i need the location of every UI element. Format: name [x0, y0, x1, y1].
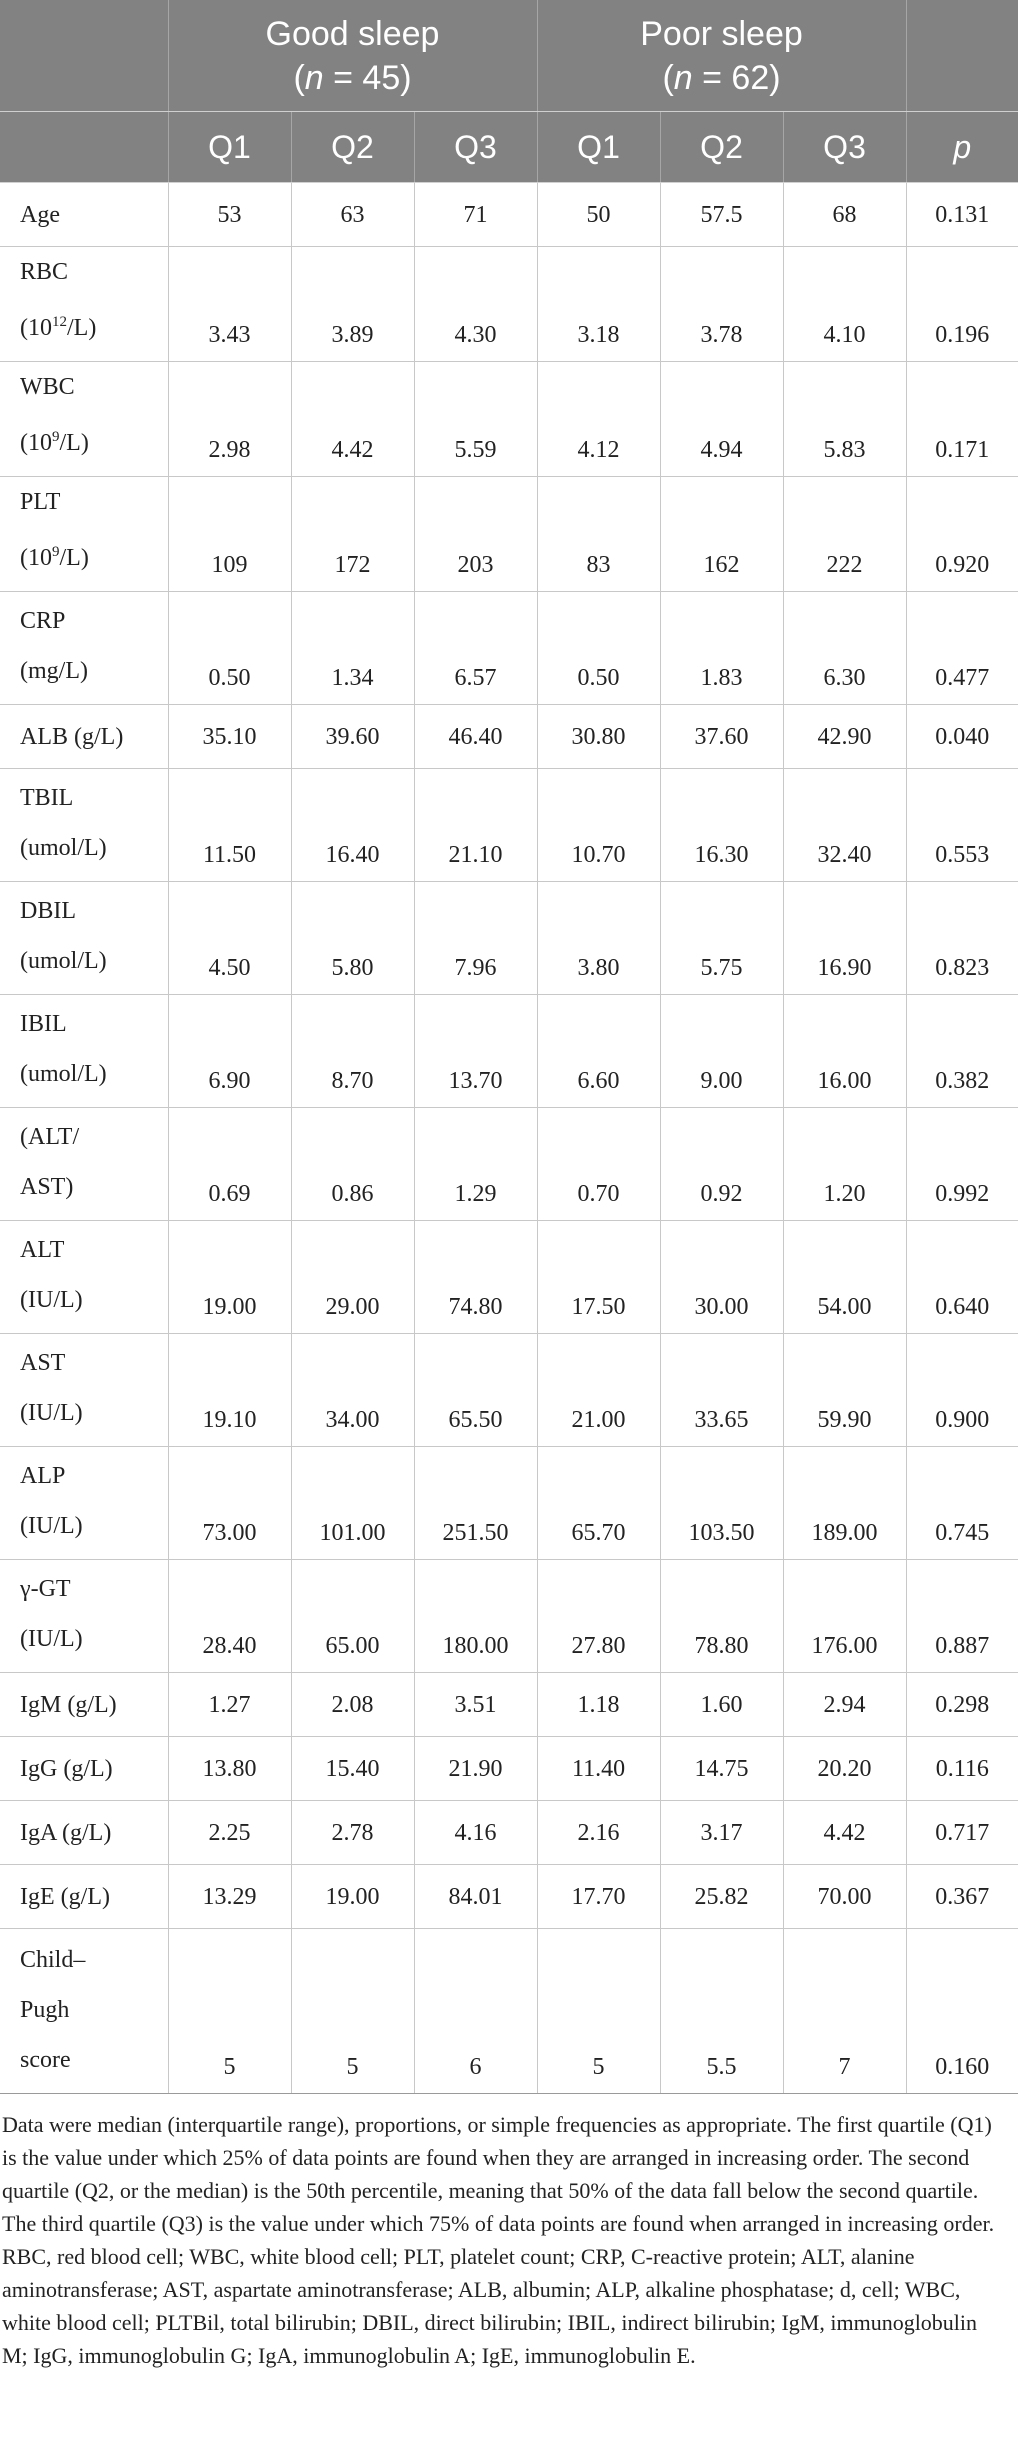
cell-poor-q2: 4.94: [660, 362, 783, 477]
table-row: [0, 1737, 1018, 1801]
header-group-row: [0, 0, 1018, 112]
cell-poor-q1: 11.40: [537, 1737, 660, 1801]
good-sleep-n-var: n: [304, 58, 324, 97]
cell-poor-q2: 57.5: [660, 183, 783, 247]
cell-good-q1: 73.00: [168, 1447, 291, 1560]
cell-good-q3: 6: [414, 1929, 537, 2094]
cell-good-q1: 3.43: [168, 247, 291, 362]
cell-poor-q3: 6.30: [783, 592, 906, 705]
row-label: [0, 592, 168, 705]
unit-base: (10: [20, 430, 52, 456]
cell-good-q2: 39.60: [291, 705, 414, 769]
cell-good-q2: 19.00: [291, 1865, 414, 1929]
cell-p-value: 0.992: [906, 1108, 1018, 1221]
cell-poor-q3: 16.90: [783, 882, 906, 995]
cell-poor-q3: 1.20: [783, 1108, 906, 1221]
cell-poor-q1: 4.12: [537, 362, 660, 477]
cell-poor-q2: 103.50: [660, 1447, 783, 1560]
cell-good-q2: 1.34: [291, 592, 414, 705]
row-label-line: γ-GT: [20, 1576, 71, 1602]
col-header-poor-q1: Q1: [537, 112, 660, 183]
cell-good-q2: 16.40: [291, 769, 414, 882]
cell-poor-q3: 5.83: [783, 362, 906, 477]
cell-p-value: 0.367: [906, 1865, 1018, 1929]
table-row: [0, 995, 1018, 1108]
row-label-unit: [20, 297, 168, 353]
cell-good-q3: 84.01: [414, 1865, 537, 1929]
cell-good-q1: 2.98: [168, 362, 291, 477]
table-body: [0, 183, 1018, 2094]
row-label: [0, 705, 168, 769]
row-label: [0, 1334, 168, 1447]
cell-good-q2: 63: [291, 183, 414, 247]
table-row: [0, 592, 1018, 705]
row-label-line: (umol/L): [20, 948, 107, 974]
cell-poor-q1: 17.70: [537, 1865, 660, 1929]
cell-good-q1: 19.10: [168, 1334, 291, 1447]
table-row: [0, 247, 1018, 362]
unit-exponent: 9: [52, 429, 60, 445]
cell-good-q3: 5.59: [414, 362, 537, 477]
cell-good-q3: 203: [414, 477, 537, 592]
row-label-line: Age: [20, 201, 60, 228]
cell-poor-q2: 25.82: [660, 1865, 783, 1929]
cell-poor-q2: 1.83: [660, 592, 783, 705]
row-label: [0, 882, 168, 995]
cell-poor-q3: 189.00: [783, 1447, 906, 1560]
cell-poor-q2: 37.60: [660, 705, 783, 769]
cell-good-q3: 46.40: [414, 705, 537, 769]
table-footnote: Data were median (interquartile range), proportions, or simple frequencies as appropriate. The first quartile (Q1) is the value under which 25% of data points are found when they are arranged in increasing order. The second quartile (Q2, or the median) is the 50th percentile, meaning that 50% of the data fall below the second quartile. The third quartile (Q3) is the value under which 75% of data points are found when arranged in increasing order. RBC, red blood cell; WBC, white blood cell; PLT, platelet count; CRP, C-reactive protein; ALT, alanine aminotransferase; AST, aspartate aminotransferase; ALB, albumin; ALP, alkaline phosphatase; d, cell; WBC, white blood cell; PLTBil, total bilirubin; DBIL, direct bilirubin; IBIL, indirect bilirubin; IgM, immunoglobulin M; IgG, immunoglobulin G; IgA, immunoglobulin A; IgE, immunoglobulin E.: [2, 2112, 995, 2368]
cell-p-value: 0.298: [906, 1673, 1018, 1737]
cell-poor-q1: 3.80: [537, 882, 660, 995]
cell-good-q1: 19.00: [168, 1221, 291, 1334]
cell-good-q2: 2.78: [291, 1801, 414, 1865]
cell-poor-q1: 83: [537, 477, 660, 592]
cell-poor-q3: 32.40: [783, 769, 906, 882]
header-blank-cell: [0, 112, 168, 183]
cell-poor-q2: 14.75: [660, 1737, 783, 1801]
row-label-line: DBIL: [20, 898, 76, 924]
row-label-line: ALP: [20, 1463, 66, 1489]
table-row: [0, 1560, 1018, 1673]
row-label: [0, 183, 168, 247]
cell-good-q1: 53: [168, 183, 291, 247]
cell-good-q3: 71: [414, 183, 537, 247]
cell-poor-q2: 5.5: [660, 1929, 783, 2094]
table-row: [0, 1865, 1018, 1929]
cell-poor-q1: 3.18: [537, 247, 660, 362]
header-quartile-row: [0, 112, 1018, 183]
unit-suffix: /L): [67, 315, 97, 341]
col-header-poor-q3: Q3: [783, 112, 906, 183]
cell-poor-q1: 10.70: [537, 769, 660, 882]
cell-p-value: 0.553: [906, 769, 1018, 882]
cell-good-q2: 8.70: [291, 995, 414, 1108]
cell-good-q2: 3.89: [291, 247, 414, 362]
cell-p-value: 0.131: [906, 183, 1018, 247]
cell-poor-q2: 3.17: [660, 1801, 783, 1865]
row-label: [0, 1447, 168, 1560]
row-label: [0, 477, 168, 592]
row-label: [0, 1673, 168, 1737]
unit-exponent: 12: [52, 314, 67, 330]
cell-poor-q2: 5.75: [660, 882, 783, 995]
header-blank-p-cell: [906, 0, 1018, 112]
cell-good-q2: 4.42: [291, 362, 414, 477]
cell-good-q1: 0.50: [168, 592, 291, 705]
table-row: [0, 183, 1018, 247]
cell-good-q2: 65.00: [291, 1560, 414, 1673]
cell-p-value: 0.160: [906, 1929, 1018, 2094]
cell-good-q1: 35.10: [168, 705, 291, 769]
row-label-line: AST: [20, 1350, 66, 1376]
cell-poor-q2: 16.30: [660, 769, 783, 882]
cell-poor-q3: 54.00: [783, 1221, 906, 1334]
unit-suffix: /L): [59, 430, 89, 456]
row-label-line: IBIL: [20, 1011, 67, 1037]
cell-good-q3: 6.57: [414, 592, 537, 705]
cell-p-value: 0.040: [906, 705, 1018, 769]
col-header-good-q1: Q1: [168, 112, 291, 183]
cell-poor-q1: 21.00: [537, 1334, 660, 1447]
unit-suffix: /L): [59, 545, 89, 571]
cell-poor-q1: 30.80: [537, 705, 660, 769]
cell-poor-q1: 0.70: [537, 1108, 660, 1221]
row-label-line: AST): [20, 1174, 74, 1200]
header-blank-cell: [0, 0, 168, 112]
cell-poor-q3: 4.42: [783, 1801, 906, 1865]
cell-p-value: 0.477: [906, 592, 1018, 705]
cell-poor-q1: 0.50: [537, 592, 660, 705]
cell-good-q3: 7.96: [414, 882, 537, 995]
cell-good-q3: 21.90: [414, 1737, 537, 1801]
row-label: [0, 1221, 168, 1334]
row-label-line: (IU/L): [20, 1400, 83, 1426]
col-header-good-q3: Q3: [414, 112, 537, 183]
header-good-sleep: [168, 0, 537, 112]
row-label-line: IgG (g/L): [20, 1755, 113, 1782]
cell-poor-q2: 33.65: [660, 1334, 783, 1447]
cell-poor-q1: 50: [537, 183, 660, 247]
cell-good-q2: 5.80: [291, 882, 414, 995]
cell-poor-q3: 70.00: [783, 1865, 906, 1929]
good-sleep-n-open: (: [293, 58, 305, 97]
table-row: [0, 1221, 1018, 1334]
row-label-line: TBIL: [20, 785, 74, 811]
cell-good-q1: 11.50: [168, 769, 291, 882]
cell-good-q3: 4.30: [414, 247, 537, 362]
table-header: [0, 0, 1018, 183]
cell-poor-q1: 5: [537, 1929, 660, 2094]
cell-good-q1: 13.29: [168, 1865, 291, 1929]
row-label-line: PLT: [20, 489, 61, 515]
row-label-line: (umol/L): [20, 835, 107, 861]
header-poor-sleep: [537, 0, 906, 112]
cell-good-q2: 15.40: [291, 1737, 414, 1801]
row-label-line: Child–: [20, 1947, 86, 1973]
good-sleep-n-value: = 45): [323, 58, 412, 97]
cell-good-q3: 180.00: [414, 1560, 537, 1673]
cell-p-value: 0.196: [906, 247, 1018, 362]
cell-poor-q3: 42.90: [783, 705, 906, 769]
cell-good-q2: 2.08: [291, 1673, 414, 1737]
cell-good-q1: 13.80: [168, 1737, 291, 1801]
table-row: [0, 477, 1018, 592]
cell-good-q3: 65.50: [414, 1334, 537, 1447]
poor-sleep-n-value: = 62): [692, 58, 781, 97]
cell-good-q2: 34.00: [291, 1334, 414, 1447]
cell-poor-q2: 3.78: [660, 247, 783, 362]
row-label-line: IgM (g/L): [20, 1691, 117, 1718]
cell-poor-q3: 16.00: [783, 995, 906, 1108]
cell-p-value: 0.745: [906, 1447, 1018, 1560]
row-label-line: (IU/L): [20, 1513, 83, 1539]
cell-poor-q3: 20.20: [783, 1737, 906, 1801]
row-label: [0, 1865, 168, 1929]
cell-good-q1: 109: [168, 477, 291, 592]
row-label-line: IgA (g/L): [20, 1819, 112, 1846]
cell-poor-q3: 4.10: [783, 247, 906, 362]
row-label-line: WBC: [20, 374, 75, 400]
row-label: [0, 1801, 168, 1865]
row-label-line: (ALT/: [20, 1124, 80, 1150]
unit-base: (10: [20, 315, 52, 341]
cell-poor-q3: 59.90: [783, 1334, 906, 1447]
cell-poor-q2: 78.80: [660, 1560, 783, 1673]
cell-good-q3: 21.10: [414, 769, 537, 882]
col-header-good-q2: Q2: [291, 112, 414, 183]
table-row: [0, 1108, 1018, 1221]
cell-poor-q3: 176.00: [783, 1560, 906, 1673]
cell-p-value: 0.640: [906, 1221, 1018, 1334]
cell-good-q1: 4.50: [168, 882, 291, 995]
cell-p-value: 0.116: [906, 1737, 1018, 1801]
cell-good-q1: 1.27: [168, 1673, 291, 1737]
row-label: [0, 995, 168, 1108]
row-label: [0, 1560, 168, 1673]
row-label: [0, 1108, 168, 1221]
table-row: [0, 1673, 1018, 1737]
cell-p-value: 0.823: [906, 882, 1018, 995]
unit-exponent: 9: [52, 544, 60, 560]
cell-p-value: 0.887: [906, 1560, 1018, 1673]
table-row: [0, 362, 1018, 477]
poor-sleep-title: Poor sleep: [640, 14, 803, 53]
cell-poor-q1: 6.60: [537, 995, 660, 1108]
cell-p-value: 0.382: [906, 995, 1018, 1108]
cell-poor-q3: 68: [783, 183, 906, 247]
cell-good-q1: 5: [168, 1929, 291, 2094]
row-label-unit: [20, 527, 168, 583]
unit-base: (10: [20, 545, 52, 571]
cell-good-q1: 2.25: [168, 1801, 291, 1865]
cell-p-value: 0.171: [906, 362, 1018, 477]
row-label-unit: [20, 412, 168, 468]
cell-poor-q3: 7: [783, 1929, 906, 2094]
table-row: [0, 705, 1018, 769]
col-header-poor-q2: Q2: [660, 112, 783, 183]
table-row: [0, 1801, 1018, 1865]
cell-good-q3: 74.80: [414, 1221, 537, 1334]
row-label: [0, 1929, 168, 2094]
cell-poor-q3: 222: [783, 477, 906, 592]
cell-poor-q1: 65.70: [537, 1447, 660, 1560]
row-label-line: score: [20, 2047, 71, 2073]
row-label: [0, 362, 168, 477]
cell-poor-q1: 2.16: [537, 1801, 660, 1865]
row-label-line: ALT: [20, 1237, 65, 1263]
cell-poor-q2: 162: [660, 477, 783, 592]
table-row: [0, 769, 1018, 882]
col-header-p-value: p: [906, 112, 1018, 183]
cell-good-q3: 3.51: [414, 1673, 537, 1737]
row-label-line: (IU/L): [20, 1626, 83, 1652]
cell-poor-q2: 9.00: [660, 995, 783, 1108]
cell-good-q2: 5: [291, 1929, 414, 2094]
cell-poor-q2: 30.00: [660, 1221, 783, 1334]
row-label-line: (mg/L): [20, 658, 88, 684]
row-label-line: ALB (g/L): [20, 723, 124, 750]
cell-poor-q1: 27.80: [537, 1560, 660, 1673]
row-label-line: Pugh: [20, 1997, 70, 2023]
row-label: [0, 1737, 168, 1801]
cell-poor-q1: 17.50: [537, 1221, 660, 1334]
row-label-line: IgE (g/L): [20, 1883, 110, 1910]
row-label-line: CRP: [20, 608, 66, 634]
cell-good-q2: 29.00: [291, 1221, 414, 1334]
cell-poor-q3: 2.94: [783, 1673, 906, 1737]
cell-good-q3: 1.29: [414, 1108, 537, 1221]
cell-p-value: 0.920: [906, 477, 1018, 592]
table-row: [0, 882, 1018, 995]
cell-good-q2: 172: [291, 477, 414, 592]
cell-good-q2: 0.86: [291, 1108, 414, 1221]
row-label: [0, 769, 168, 882]
table-row: [0, 1929, 1018, 2094]
good-sleep-title: Good sleep: [265, 14, 440, 53]
cell-good-q1: 28.40: [168, 1560, 291, 1673]
cell-good-q2: 101.00: [291, 1447, 414, 1560]
row-label: [0, 247, 168, 362]
cell-p-value: 0.900: [906, 1334, 1018, 1447]
cell-good-q1: 0.69: [168, 1108, 291, 1221]
cell-good-q3: 251.50: [414, 1447, 537, 1560]
table-row: [0, 1447, 1018, 1560]
cell-good-q3: 4.16: [414, 1801, 537, 1865]
poor-sleep-n-var: n: [673, 58, 693, 97]
poor-sleep-n-open: (: [662, 58, 674, 97]
cell-poor-q2: 1.60: [660, 1673, 783, 1737]
cell-good-q3: 13.70: [414, 995, 537, 1108]
cell-poor-q1: 1.18: [537, 1673, 660, 1737]
cell-good-q1: 6.90: [168, 995, 291, 1108]
row-label-line: (umol/L): [20, 1061, 107, 1087]
row-label-line: RBC: [20, 259, 69, 285]
row-label-line: (IU/L): [20, 1287, 83, 1313]
table-row: [0, 1334, 1018, 1447]
cell-poor-q2: 0.92: [660, 1108, 783, 1221]
cell-p-value: 0.717: [906, 1801, 1018, 1865]
